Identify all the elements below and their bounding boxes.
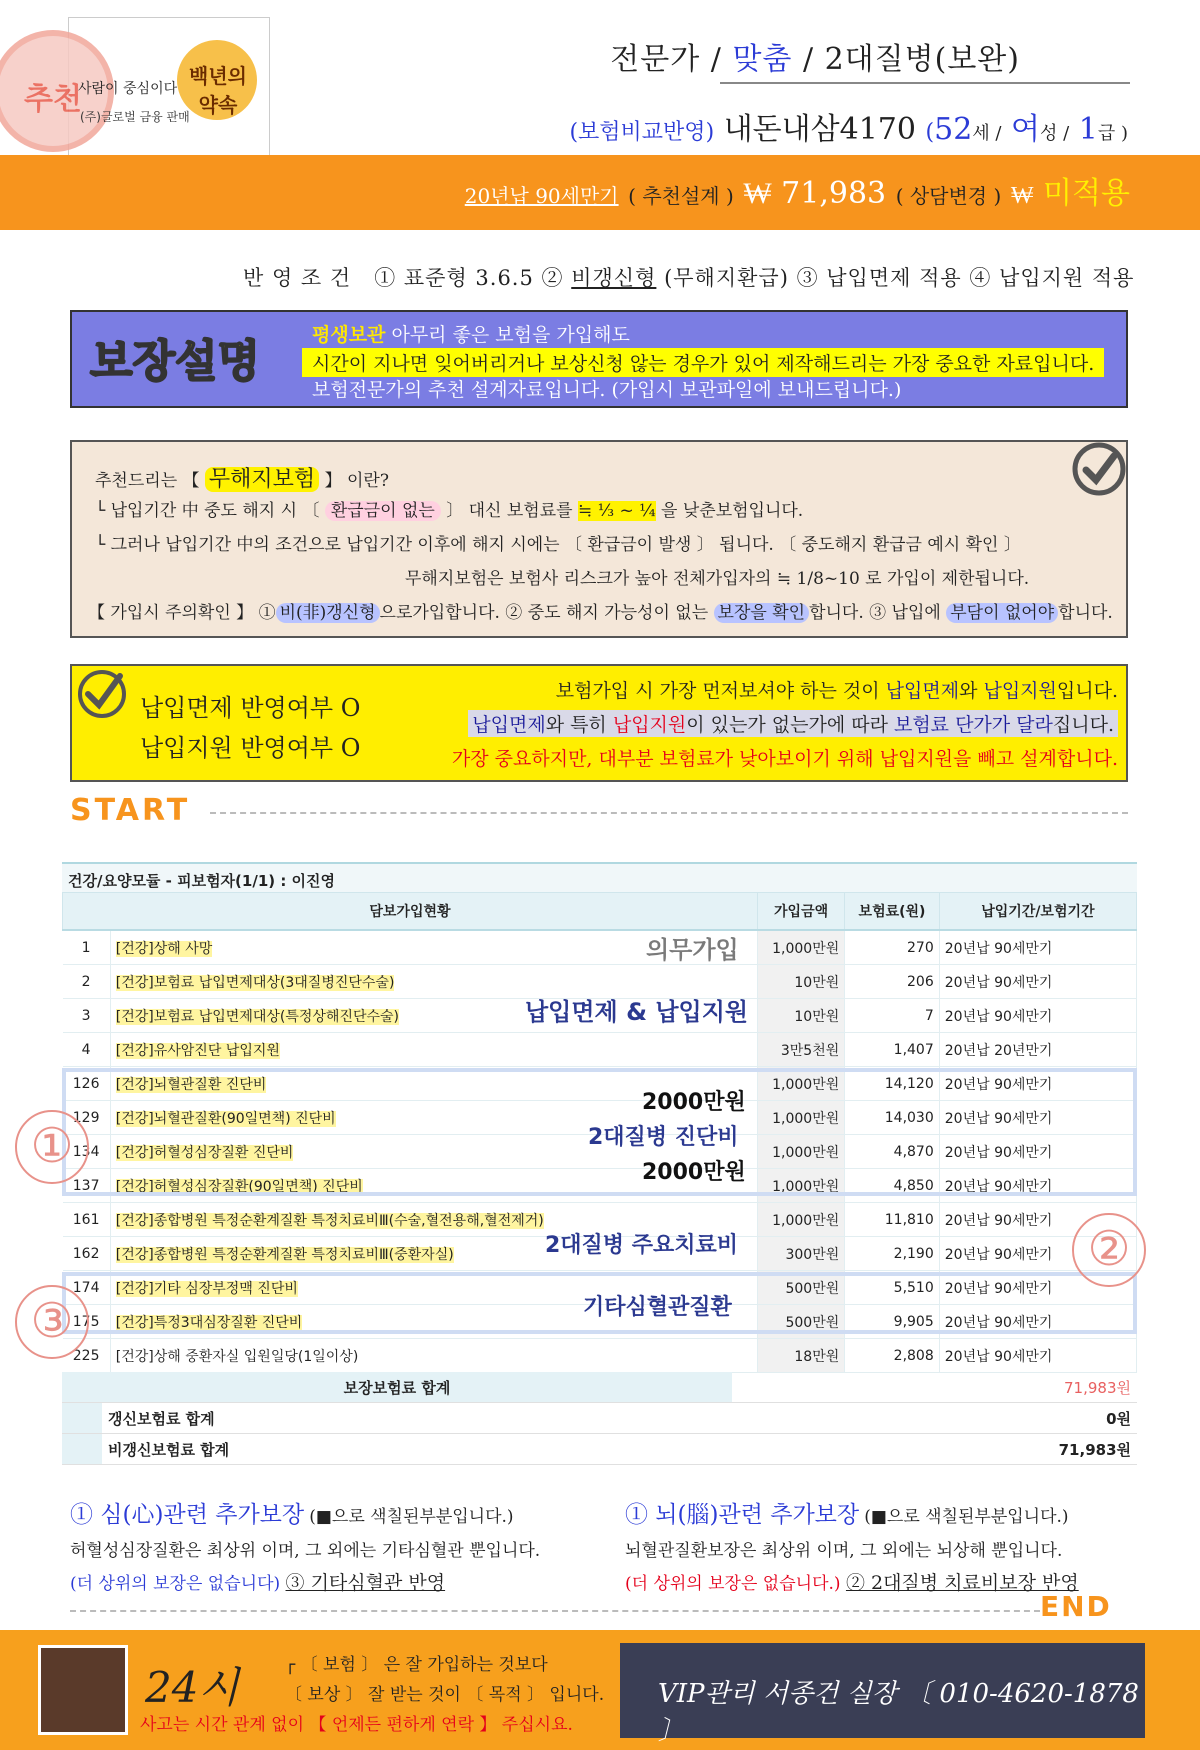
ns-highlight: 무해지보험 [205,467,319,492]
logo-company: (주)글로벌 금융 판매 [80,110,190,124]
period: 20년납 90세만기 [939,1135,1136,1169]
waiver-status: 납입면제 반영여부 O [140,694,361,722]
premium: 14,030 [845,1101,940,1135]
ns-highlight: ≒ ⅓ ~ ¼ [577,501,656,521]
title-part: / 2대질병(보완) [802,42,1020,77]
age-unit: 세 / [972,123,1002,144]
heart-note-foot-b: ③ 기타심혈관 반영 [285,1572,446,1594]
coverage-amount: 10만원 [757,965,844,999]
waiver-line-3: 가장 중요하지만, 대부분 보험료가 낮아보이기 위해 납입지원을 빼고 설계합니다. [451,748,1118,770]
total-value: 71,983원 [732,1372,1137,1403]
coverage-name [110,1339,757,1373]
ns-text: 】 이란? [324,471,389,491]
recommend-label: ( 추천설계 ) [628,184,734,208]
summary-total-row [62,1372,1137,1403]
coverage-name-text: [건강]특정3대심장질환 진단비 [115,1314,303,1331]
start-divider [210,812,1128,814]
row-number: 134 [63,1135,111,1169]
ns-line-1 [95,462,389,493]
ns-line-3: └ 그러나 납입기간 中의 조건으로 납입기간 이후에 해지 시에는 〔 환급금이 발생 〕 됩니다. 〔 중도해지 환급금 예시 확인 〕 [95,535,1021,555]
overlay-waiver: 납입면제 & 납입지원 [525,998,749,1026]
period: 20년납 90세만기 [939,1237,1136,1271]
coverage-name-text: [건강]허혈성심장질환(90일면책) 진단비 [115,1178,363,1195]
premium: 7 [845,999,940,1033]
overlay-mandatory: 의무가입 [646,936,739,964]
spacer [62,1403,102,1434]
waiver-text: 와 특히 [545,714,613,736]
currency-symbol: ₩ [1010,181,1034,209]
conditions-row [243,262,1134,292]
waiver-text: 이 있는가 없는가에 따라 [686,714,894,736]
coverage-name-text: [건강]종합병원 특정순환계질환 특정치료비Ⅲ(중환자실) [115,1246,454,1263]
overlay-diagnosis: 2대질병 진단비 [588,1125,739,1150]
row-number: 2 [63,965,111,999]
period: 20년납 90세만기 [939,999,1136,1033]
coverage-line-2: 시간이 지나면 잊어버리거나 보상신청 않는 경우가 있어 제작해드리는 가장 중요한 자료입니다. [302,348,1104,377]
total-label: 보장보험료 합계 [62,1372,732,1403]
contact-text[interactable]: VIP관리 서종건 실장 〔 010-4620-1878 〕 [658,1679,1139,1746]
subtitle [569,104,1128,148]
coverage-name-text: [건강]종합병원 특정순환계질환 특정치료비Ⅲ(수술,혈전용해,혈전제거) [115,1212,544,1229]
coverage-line-3: 보험전문가의 추천 설계자료입니다. (가입시 보관파일에 보내드립니다.) [312,379,902,401]
waiver-text: 와 [959,680,984,702]
brain-note-body: 뇌혈관질환보장은 최상위 이며, 그 외에는 뇌상해 뿐입니다. [625,1541,1063,1561]
row-number: 1 [63,930,111,965]
heart-note-hint: (■으로 색칠된부분입니다.) [309,1507,514,1527]
premium: 9,905 [845,1305,940,1339]
footer-line-3: 사고는 시간 관계 없이 【 언제든 편하게 연락 】 주십시요. [140,1715,573,1735]
footer-line-1: ┌ 〔 보험 〕 은 잘 가입하는 것보다 [285,1655,548,1675]
table-caption [62,862,1137,894]
waiver-text: 집니다. [1052,714,1114,736]
title-part: 전문가 / [610,42,722,77]
col-header: 납입기간/보험기간 [939,893,1136,931]
waiver-keyword: 납입면제 [885,680,960,702]
col-header: 보험료(원) [845,893,940,931]
lifetime-keep: 평생보관 [312,324,386,346]
footer-line-2: 〔 보상 〕 잘 받는 것이 〔 목적 〕 입니다. [285,1685,605,1705]
ns-line-4: 무해지보험은 보험사 리스크가 높아 전체가입자의 ≒ 1/8~10 로 가입이 제한됩니다. [405,569,1030,589]
overlay-other-cardio: 기타심혈관질환 [583,1295,732,1320]
brain-note-heading: ① 뇌(腦)관련 추가보장 [625,1502,860,1528]
check-icon [1070,440,1128,498]
period: 20년납 90세만기 [939,1271,1136,1305]
page-title [610,34,1020,78]
waiver-line-1 [556,676,1118,703]
condition-2: 비갱신형 [571,266,657,290]
ns-text: └ 납입기간 中 중도 해지 시 〔 [95,501,320,521]
coverage-amount: 10만원 [757,999,844,1033]
coverage-title: 보장설명 [90,336,261,387]
ns-line-2 [95,496,803,521]
nonrenew-value: 71,983원 [732,1434,1137,1465]
waiver-keyword: 납입지원 [983,680,1057,702]
circle-one: ① [15,1110,89,1184]
coverage-amount: 1,000만원 [757,930,844,965]
col-header: 가입금액 [757,893,844,931]
brain-note-foot-b: ② 2대질병 치료비보장 반영 [845,1572,1079,1594]
table-caption-text: 건강/요양모듈 - 피보험자(1/1) : 이진영 [68,872,336,890]
brain-note-hint: (■으로 색칠된부분입니다.) [864,1507,1069,1527]
coverage-name-text: [건강]기타 심장부정맥 진단비 [115,1280,298,1297]
ns-text: 으로가입합니다. ② 중도 해지 가능성이 없는 [379,603,709,623]
ns-highlight: 환급금이 없는 [325,501,441,521]
condition-3: ③ 납입면제 적용 [796,266,962,290]
overlay-amount-2: 2000만원 [642,1160,746,1185]
table-header-row [63,893,1137,931]
age: 52 [934,112,973,147]
premium: 4,870 [845,1135,940,1169]
heart-note-body: 허혈성심장질환은 최상위 이며, 그 외에는 기타심혈관 뿐입니다. [70,1541,541,1561]
ns-text: 추천드리는 【 [95,471,200,491]
waiver-keyword: 납입면제 [472,714,546,736]
support-status: 납입지원 반영여부 O [140,734,361,762]
ns-line-5 [88,598,1113,623]
coverage-name-text: [건강]유사암진단 납입지원 [115,1042,280,1059]
premium: 270 [845,930,940,965]
ns-text: 〕 대신 보험료를 [446,501,573,521]
condition-2-note: (무해지환급) [664,266,789,290]
coverage-name-text: [건강]상해 중환자실 입원일당(1일이상) [115,1348,359,1365]
coverage-amount: 1,000만원 [757,1067,844,1101]
ns-text: 합니다. ③ 납입에 [809,603,941,623]
premium: 14,120 [845,1067,940,1101]
stamp-text: 추천 [24,82,82,117]
renew-value: 0원 [732,1403,1137,1434]
grade: 1 [1078,112,1098,147]
overlay-amount-1: 2000만원 [642,1090,746,1115]
period: 20년납 90세만기 [939,1067,1136,1101]
overlay-treatment: 2대질병 주요치료비 [545,1233,738,1258]
coverage-name-text: [건강]보험료 납입면제대상(특정상해진단수술) [115,1008,400,1025]
premium: 206 [845,965,940,999]
brain-note-foot [625,1568,1079,1595]
logo-slogan: 사람이 중심이다 [78,81,178,97]
row-number: 174 [63,1271,111,1305]
waiver-text: 입니다. [1056,680,1118,702]
coverage-amount: 18만원 [757,1339,844,1373]
row-number: 4 [63,1033,111,1067]
contact-panel[interactable] [620,1643,1145,1746]
coverage-name [110,1033,757,1067]
coverage-line-1 [312,320,630,347]
coverage-amount: 1,000만원 [757,1101,844,1135]
summary-renew-row [62,1403,1137,1434]
row-number: 175 [63,1305,111,1339]
ns-highlight: 비(非)갱신형 [276,603,380,623]
ns-text: 을 낮춘보험입니다. [661,501,804,521]
product-name: 내돈내삼4170 [723,112,916,147]
period: 20년납 90세만기 [939,1203,1136,1237]
period: 20년납 90세만기 [939,1305,1136,1339]
agent-avatar [38,1645,128,1735]
period: 20년납 90세만기 [939,930,1136,965]
row-number: 129 [63,1101,111,1135]
ns-highlight: 보장을 확인 [714,603,810,623]
ns-text: 합니다. [1058,603,1113,623]
row-number: 3 [63,999,111,1033]
row-number: 126 [63,1067,111,1101]
brain-note-foot-a: (더 상위의 보장은 없습니다.) [625,1574,841,1594]
circle-two: ② [1072,1213,1146,1287]
condition-2-num: ② [541,266,564,290]
heart-note-foot [70,1568,445,1595]
coverage-amount: 1,000만원 [757,1203,844,1237]
heart-note-foot-a: (더 상위의 보장은 없습니다) [70,1574,281,1594]
premium: 1,407 [845,1033,940,1067]
check-icon [74,664,130,720]
coverage-amount: 300만원 [757,1237,844,1271]
consult-price: 미적용 [1043,176,1130,211]
row-number: 162 [63,1237,111,1271]
row-number: 137 [63,1169,111,1203]
consult-label: ( 상담변경 ) [895,184,1002,208]
coverage-line-1-text: 아무리 좋은 보험을 가입해도 [385,324,630,346]
coverage-name-text: [건강]상해 사망 [115,940,213,957]
col-header: 담보가입현황 [63,893,758,931]
period: 20년납 90세만기 [939,1169,1136,1203]
period: 20년납 20년만기 [939,1033,1136,1067]
waiver-keyword: 보험료 단가가 달라 [893,714,1053,736]
conditions-label: 반 영 조 건 [243,266,352,290]
coverage-amount: 1,000만원 [757,1169,844,1203]
waiver-text: 보험가입 시 가장 먼저보셔야 하는 것이 [555,680,886,702]
brain-note-title [625,1496,1069,1529]
condition-1: ① 표준형 3.6.5 [374,266,534,290]
premium: 11,810 [845,1203,940,1237]
recommend-price: ₩ 71,983 [743,176,887,211]
summary-table [62,1372,1137,1465]
summary-nonrenew-row [62,1434,1137,1465]
period: 20년납 90세만기 [939,1339,1136,1373]
period: 20년납 90세만기 [939,1101,1136,1135]
nonrenew-label: 비갱신보험료 합계 [102,1434,732,1465]
coverage-amount: 1,000만원 [757,1135,844,1169]
coverage-amount: 500만원 [757,1305,844,1339]
renew-label: 갱신보험료 합계 [102,1403,732,1434]
premium: 5,510 [845,1271,940,1305]
pay-term: 20년납 90세만기 [464,184,619,208]
title-highlight: 맞춤 [732,42,793,77]
reflect-label: (보험비교반영) [569,120,715,145]
coverage-amount: 3만5천원 [757,1033,844,1067]
waiver-keyword: 납입지원 [612,714,687,736]
paren: ( [925,120,935,145]
gender: 여 [1011,112,1041,147]
brand-text: 백년의 약속 [189,64,247,117]
row-number: 161 [63,1203,111,1237]
coverage-amount: 500만원 [757,1271,844,1305]
heart-note-title [70,1496,514,1529]
table-row [63,1033,1137,1067]
period: 20년납 90세만기 [939,965,1136,999]
price-row [465,168,1130,212]
gender-unit: 성 / [1040,123,1070,144]
ns-highlight: 부담이 없어야 [946,603,1058,623]
coverage-name-text: [건강]뇌혈관질환 진단비 [115,1076,267,1093]
grade-unit: 급 ) [1097,123,1128,144]
circle-three: ③ [15,1285,89,1359]
premium: 2,808 [845,1339,940,1373]
end-divider [70,1610,1040,1612]
coverage-name-text: [건강]허혈성심장질환 진단비 [115,1144,294,1161]
ns-text: 【 가입시 주의확인 】 ① [88,603,276,623]
condition-4: ④ 납입지원 적용 [969,266,1135,290]
coverage-name-text: [건강]보험료 납입면제대상(3대질병진단수술) [115,974,395,991]
row-number: 225 [63,1339,111,1373]
table-row [63,930,1137,965]
spacer [62,1434,102,1465]
end-label: END [1040,1590,1112,1623]
table-row [63,1339,1137,1373]
coverage-name-text: [건강]뇌혈관질환(90일면책) 진단비 [115,1110,336,1127]
premium: 4,850 [845,1169,940,1203]
start-label: START [70,793,191,828]
waiver-line-2 [468,710,1118,737]
heart-note-heading: ① 심(心)관련 추가보장 [70,1502,305,1528]
footer-hours: 24시 [145,1663,240,1712]
title-underline [720,82,1130,84]
premium: 2,190 [845,1237,940,1271]
